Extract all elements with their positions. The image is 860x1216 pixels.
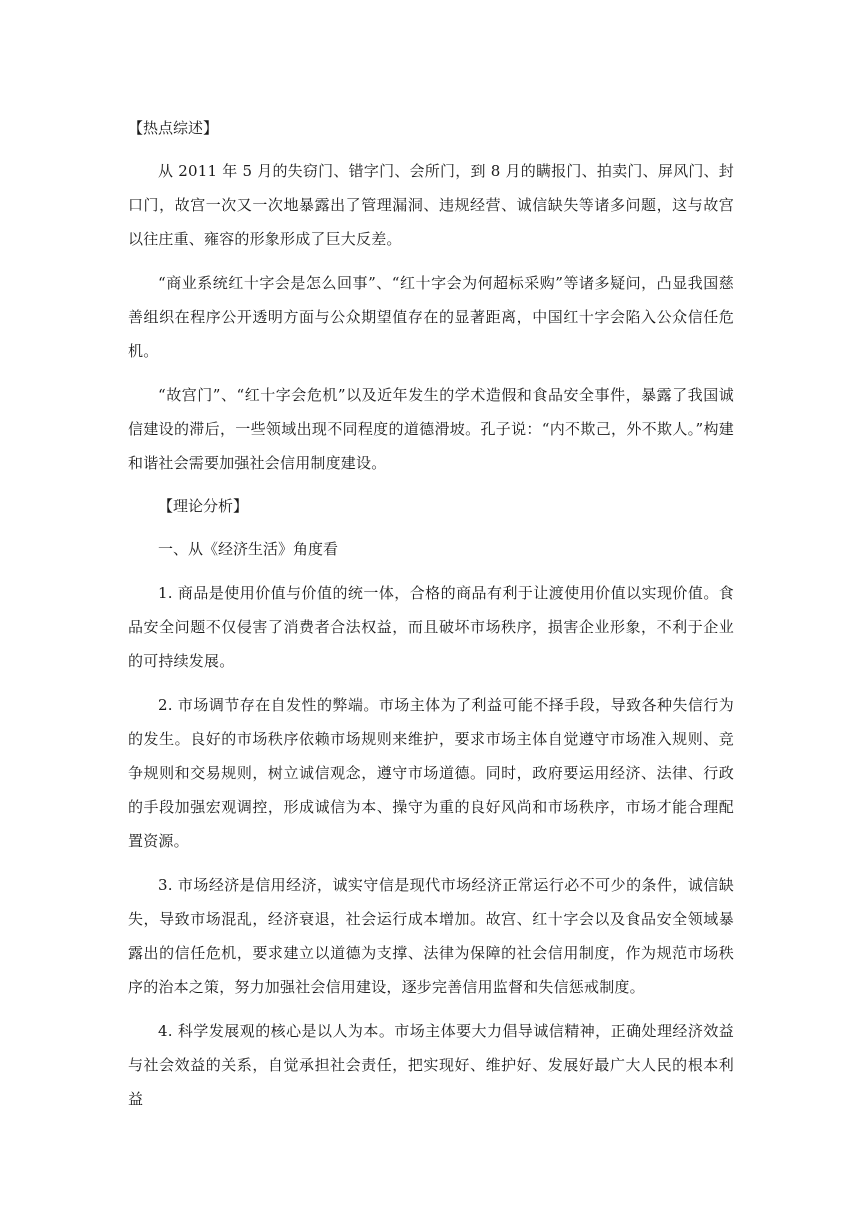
subheading-economic-life: 一、从《经济生活》角度看: [158, 540, 339, 558]
section-heading-theory: 【理论分析】: [158, 497, 249, 515]
paragraph-hot-3: “故宫门”、“红十字会危机”以及近年发生的学术造假和食品安全事件，暴露了我国诚信建设的滞后，一些领域出现不同程度的道德滑坡。孔子说：“内不欺己，外不欺人。”构建和谐社会需要加强社会信用制度建设。: [128, 386, 734, 472]
point-2: 2. 市场调节存在自发性的弊端。市场主体为了利益可能不择手段，导致各种失信行为的发生。良好的市场秩序依赖市场规则来维护，要求市场主体自觉遵守市场准入规则、竞争规则和交易规则，树立诚信观念，遵守市场道德。同时，政府要运用经济、法律、行政的手段加强宏观调控，形成诚信为本、操守为重的良好风尚和市场秩序，市场才能合理配置资源。: [128, 696, 734, 850]
point-3: 3. 市场经济是信用经济，诚实守信是现代市场经济正常运行必不可少的条件，诚信缺失，导致市场混乱，经济衰退，社会运行成本增加。故宫、红十字会以及食品安全领域暴露出的信任危机，要求建立以道德为支撑、法律为保障的社会信用制度，作为规范市场秩序的治本之策，努力加强社会信用建设，逐步完善信用监督和失信惩戒制度。: [128, 876, 734, 996]
paragraph-hot-1: 从 2011 年 5 月的失窃门、错字门、会所门，到 8 月的瞒报门、拍卖门、屏风门、封口门，故宫一次又一次地暴露出了管理漏洞、违规经营、诚信缺失等诸多问题，这与故宫以往庄重、雍容的形象形成了巨大反差。: [128, 162, 734, 248]
paragraph-hot-2: “商业系统红十字会是怎么回事”、“红十字会为何超标采购”等诸多疑问，凸显我国慈善组织在程序公开透明方面与公众期望值存在的显著距离，中国红十字会陷入公众信任危机。: [128, 274, 734, 360]
document-body: [128, 112, 734, 1126]
point-4: 4. 科学发展观的核心是以人为本。市场主体要大力倡导诚信精神，正确处理经济效益与社会效益的关系，自觉承担社会责任，把实现好、维护好、发展好最广大人民的根本利益: [128, 1022, 734, 1108]
point-1: 1. 商品是使用价值与价值的统一体，合格的商品有利于让渡使用价值以实现价值。食品安全问题不仅侵害了消费者合法权益，而且破坏市场秩序，损害企业形象，不利于企业的可持续发展。: [128, 584, 734, 670]
section-heading-hot: 【热点综述】: [128, 119, 219, 137]
